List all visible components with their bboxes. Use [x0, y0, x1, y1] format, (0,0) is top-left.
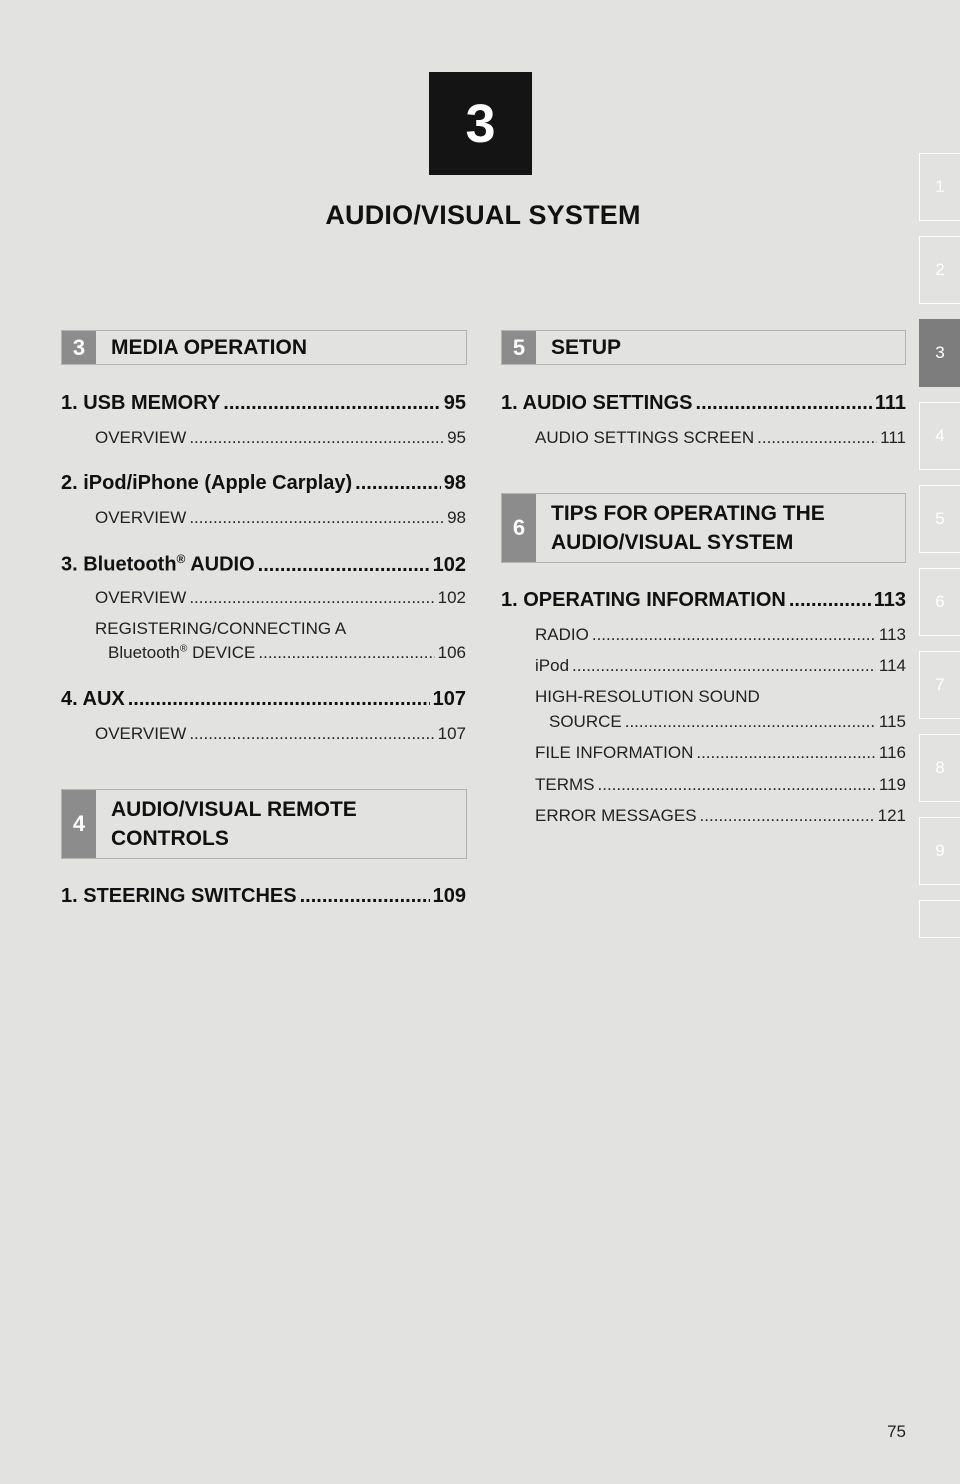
tab-2[interactable] [919, 236, 960, 304]
tab-label: 1 [935, 177, 945, 196]
entry-title: TERMS [535, 775, 595, 794]
tab-index[interactable] [919, 900, 960, 938]
chapter-number: 3 [465, 93, 496, 154]
section-number: 4 [62, 790, 96, 858]
tab-label: 3 [935, 343, 945, 362]
section-header-media-operation [61, 330, 467, 365]
section-title [536, 494, 825, 562]
leader-dots [189, 588, 434, 608]
registered-mark: ® [176, 552, 186, 566]
entry-page: 121 [877, 806, 906, 825]
toc-entry-usb-memory[interactable] [61, 392, 466, 415]
entry-title: 1. STEERING SWITCHES [61, 885, 297, 907]
entry-page: 113 [873, 589, 906, 611]
toc-subentry-audio-settings-screen[interactable] [535, 428, 906, 448]
entry-title-part: AUDIO [185, 553, 255, 576]
leader-dots [355, 472, 441, 495]
leader-dots [189, 724, 434, 744]
entry-page: 102 [432, 553, 466, 576]
toc-entry-bluetooth-audio[interactable] [61, 552, 466, 577]
tab-label: 8 [935, 758, 945, 777]
tab-label: 4 [935, 426, 945, 445]
entry-page: 98 [447, 508, 466, 527]
entry-page: 113 [878, 625, 906, 644]
toc-subentry-file-information[interactable] [535, 743, 906, 763]
toc-subentry-bluetooth-overview[interactable] [95, 588, 466, 608]
toc-entry-ipod-iphone[interactable] [61, 472, 466, 495]
chapter-title: AUDIO/VISUAL SYSTEM [325, 200, 641, 230]
entry-page: 106 [437, 643, 466, 662]
tab-8[interactable] [919, 734, 960, 802]
chapter-number-box [429, 72, 532, 175]
entry-page: 116 [878, 743, 906, 762]
toc-entry-aux[interactable] [61, 688, 466, 711]
leader-dots [789, 589, 871, 612]
entry-title-part: 3. Bluetooth [61, 553, 177, 576]
section-number: 5 [502, 331, 536, 364]
entry-title: RADIO [535, 625, 589, 644]
leader-dots [258, 554, 430, 577]
toc-subentry-terms[interactable] [535, 775, 906, 795]
leader-dots [757, 428, 877, 448]
entry-title: OVERVIEW [95, 508, 187, 527]
entry-title: OVERVIEW [95, 588, 187, 607]
leader-dots [128, 688, 430, 711]
entry-title: 1. OPERATING INFORMATION [501, 589, 786, 611]
entry-title: 2. iPod/iPhone (Apple Carplay) [61, 472, 353, 494]
entry-page: 95 [443, 392, 466, 414]
tab-9[interactable] [919, 817, 960, 885]
tab-7[interactable] [919, 651, 960, 719]
section-number: 3 [62, 331, 96, 364]
toc-entry-audio-settings[interactable] [501, 392, 906, 415]
entry-page: 114 [878, 656, 906, 675]
toc-subentry-register-line1[interactable]: REGISTERING/CONNECTING A [95, 619, 347, 638]
entry-title [108, 643, 255, 663]
section-title-line: TIPS FOR OPERATING THE [551, 502, 825, 525]
toc-subentry-radio[interactable] [535, 625, 906, 645]
tab-label: 2 [935, 260, 945, 279]
entry-page: 111 [880, 428, 906, 447]
toc-entry-operating-information[interactable] [501, 589, 906, 612]
entry-title: iPod [535, 656, 570, 675]
entry-page: 109 [432, 885, 466, 907]
section-header-remote-controls [61, 789, 467, 859]
leader-dots [592, 625, 876, 645]
leader-dots [189, 428, 444, 448]
section-title [96, 790, 357, 858]
toc-subentry-hires-line1[interactable]: HIGH-RESOLUTION SOUND [535, 687, 760, 706]
entry-title: ERROR MESSAGES [535, 806, 697, 825]
leader-dots [625, 712, 876, 732]
leader-dots [300, 885, 430, 908]
section-title: MEDIA OPERATION [111, 336, 308, 359]
entry-page: 102 [437, 588, 466, 607]
toc-subentry-usb-overview[interactable] [95, 428, 466, 448]
tab-label: 6 [935, 592, 945, 611]
entry-title: 1. AUDIO SETTINGS [501, 392, 693, 414]
section-title-line: CONTROLS [111, 827, 229, 850]
entry-page: 98 [443, 472, 466, 494]
tab-label: 7 [935, 675, 945, 694]
leader-dots [223, 392, 440, 415]
tab-label: 5 [935, 509, 945, 528]
section-title-line: AUDIO/VISUAL REMOTE [111, 798, 357, 821]
entry-page: 95 [447, 428, 466, 447]
entry-title: FILE INFORMATION [535, 743, 694, 762]
registered-mark: ® [179, 643, 188, 655]
toc-subentry-aux-overview[interactable] [95, 724, 466, 744]
toc-subentry-error-messages[interactable] [535, 806, 906, 826]
leader-dots [696, 743, 876, 763]
toc-entry-steering-switches[interactable] [61, 885, 466, 908]
leader-dots [258, 643, 434, 663]
section-number: 6 [502, 494, 536, 562]
section-title: SETUP [551, 336, 622, 359]
entry-title: 1. USB MEMORY [61, 392, 221, 414]
entry-page: 119 [878, 775, 906, 794]
entry-title: OVERVIEW [95, 428, 187, 447]
leader-dots [700, 806, 875, 826]
tab-3[interactable] [919, 319, 960, 387]
entry-title-part: DEVICE [187, 643, 256, 662]
toc-subentry-ipod[interactable] [535, 656, 906, 676]
section-header-tips [501, 493, 906, 563]
tab-5[interactable] [919, 485, 960, 553]
leader-dots [572, 656, 876, 676]
tab-1[interactable] [919, 153, 960, 221]
entry-page: 115 [878, 712, 906, 731]
tab-label: 9 [935, 841, 945, 860]
entry-title [61, 552, 255, 577]
tab-4[interactable] [919, 402, 960, 470]
leader-dots [189, 508, 444, 528]
leader-dots [598, 775, 876, 795]
section-header-setup [501, 330, 906, 365]
entry-page: 111 [874, 392, 906, 414]
entry-title: AUDIO SETTINGS SCREEN [535, 428, 755, 447]
toc-subentry-register-bluetooth-device[interactable] [108, 643, 466, 663]
entry-title: OVERVIEW [95, 724, 187, 743]
section-title-line: AUDIO/VISUAL SYSTEM [551, 531, 794, 554]
toc-subentry-hires-source[interactable] [549, 712, 906, 732]
entry-title: SOURCE [549, 712, 622, 731]
tab-6[interactable] [919, 568, 960, 636]
entry-title-part: Bluetooth [108, 643, 180, 662]
page-number: 75 [887, 1422, 906, 1441]
leader-dots [696, 392, 872, 415]
entry-page: 107 [437, 724, 466, 743]
entry-title: 4. AUX [61, 688, 125, 710]
toc-subentry-ipod-overview[interactable] [95, 508, 466, 528]
entry-page: 107 [432, 688, 466, 710]
